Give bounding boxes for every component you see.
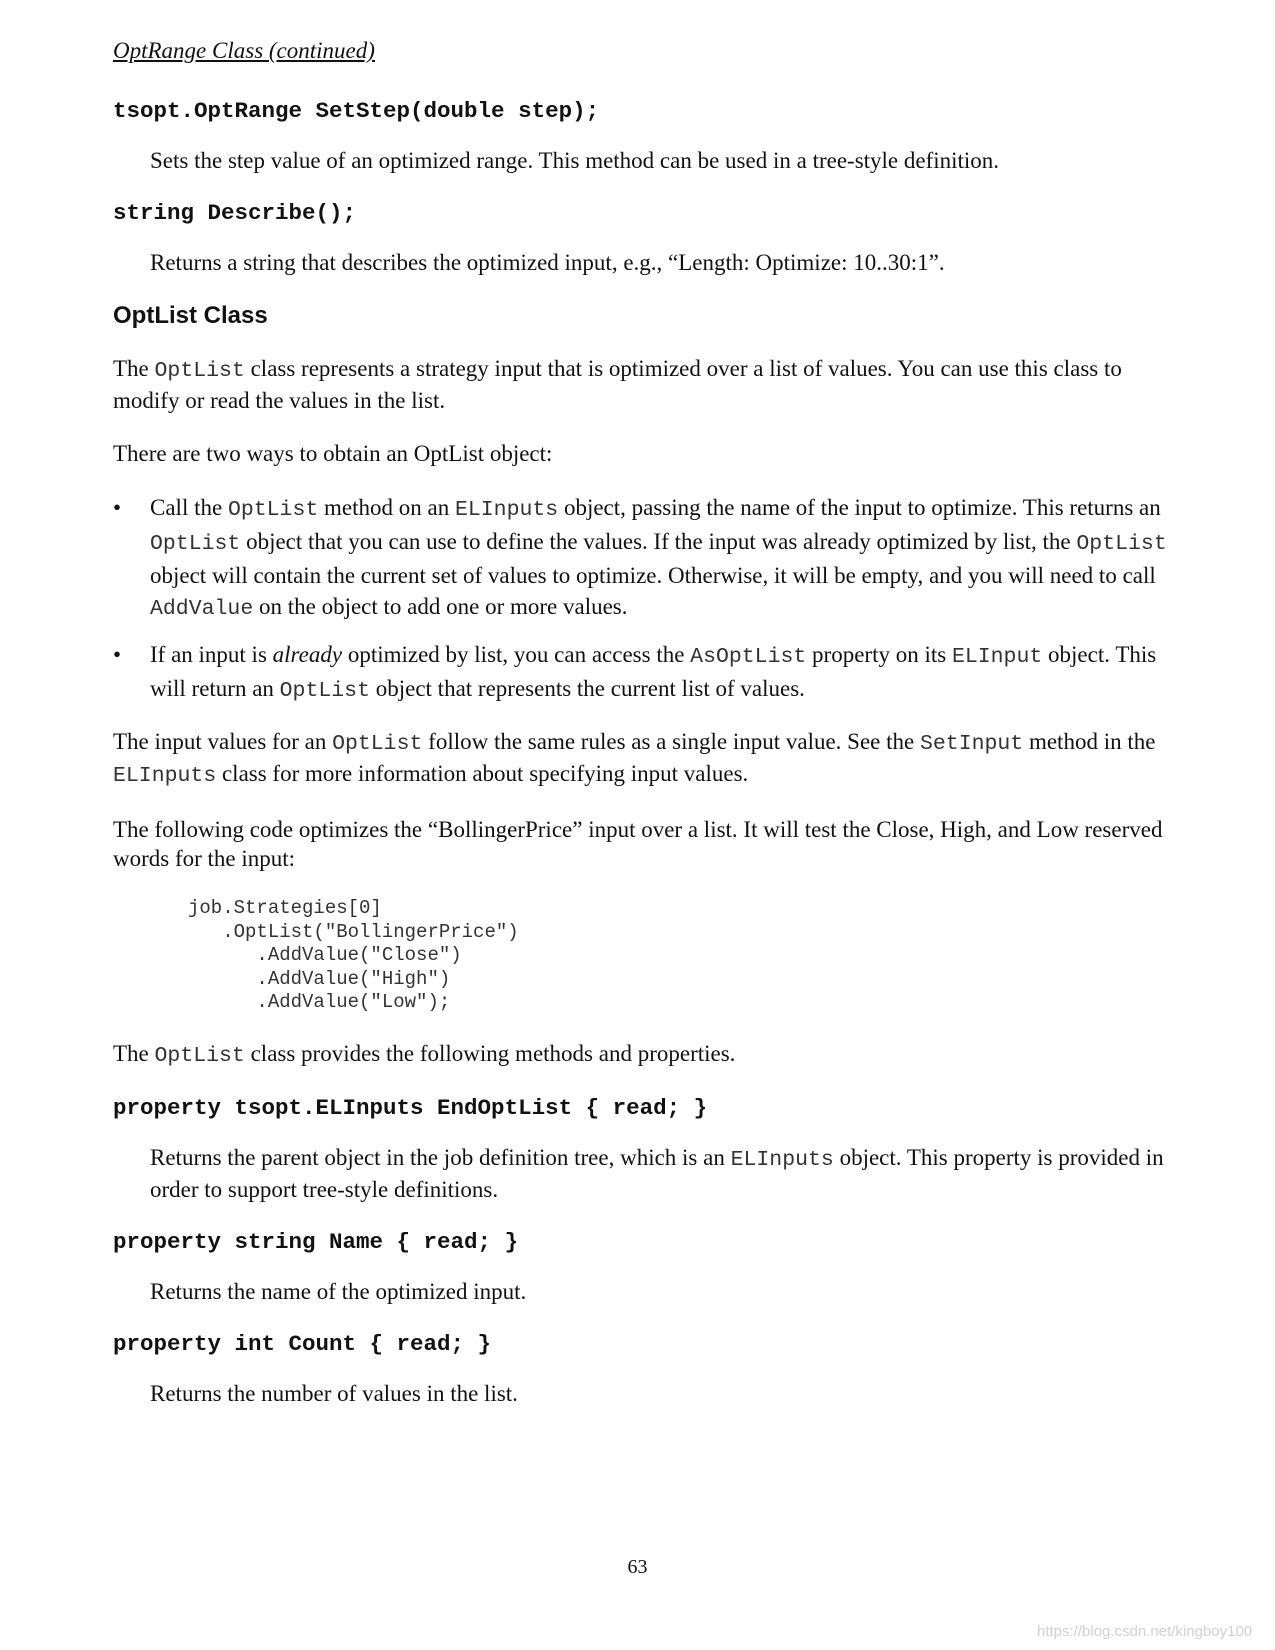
property-description-count: Returns the number of values in the list. (150, 1380, 518, 1406)
property-description-endoptlist: Returns the parent object in the job definition tree, which is an ELInputs object. This property is provided in order to support tree-style definitions. (150, 1144, 1164, 1202)
method-description-setstep: Sets the step value of an optimized range. This method can be used in a tree-style definition. (150, 148, 1000, 173)
section-heading-optlist: OptList Class (113, 302, 268, 329)
inline-code: OptList (154, 359, 245, 383)
watermark: https://blog.csdn.net/kingboy100 (1037, 1623, 1253, 1640)
code-example: job.Strategies[0] .OptList("BollingerPrice") .AddValue("Close") .AddValue("High") .AddValue("Low"); (188, 897, 519, 1013)
document-page (113, 38, 1168, 1433)
page-number: 63 (627, 1556, 648, 1578)
list-item: • Call the OptList method on an ELInputs object, passing the name of the input to optimize. This returns an OptList object that you can use to define the values. If the input was already optimized by list, the OptList object will contain the current set of values to optimize. Otherwise, it will be empty, and you will need to call AddValue on the object to add one or more values. (113, 492, 1168, 625)
bullet-marker: • (113, 495, 122, 520)
property-signature-endoptlist: property tsopt.ELInputs EndOptList { read; } (113, 1094, 708, 1121)
property-signature-count: property int Count { read; } (113, 1330, 492, 1357)
input-rules-paragraph: The input values for an OptList follow the same rules as a single input value. See the SetInput method in the ELInputs class for more information about specifying input values. (113, 729, 1156, 788)
method-signature-describe: string Describe(); (113, 200, 357, 226)
bullet-marker: • (113, 642, 122, 667)
list-item: • If an input is already optimized by list, you can access the AsOptList property on its ELInput object. This will return an OptList object that represents the current list of values. (113, 639, 1168, 707)
ways-list (113, 492, 1168, 707)
running-header: OptRange Class (continued) (113, 38, 375, 63)
optlist-intro-paragraph: The OptList class represents a strategy input that is optimized over a list of values. You can use this class to modify or read the values in the list. (113, 356, 1122, 413)
example-intro-paragraph: The following code optimizes the “BollingerPrice” input over a list. It will test the Close, High, and Low reserved words for the input: (113, 817, 1163, 871)
property-description-name: Returns the name of the optimized input. (150, 1278, 527, 1304)
method-description-describe: Returns a string that describes the optimized input, e.g., “Length: Optimize: 10..30:1”. (150, 250, 945, 275)
method-signature-setstep: tsopt.OptRange SetStep(double step); (113, 98, 600, 124)
provides-paragraph: The OptList class provides the following methods and properties. (113, 1040, 736, 1068)
ways-intro-paragraph: There are two ways to obtain an OptList object: (113, 441, 553, 466)
property-signature-name: property string Name { read; } (113, 1228, 519, 1255)
